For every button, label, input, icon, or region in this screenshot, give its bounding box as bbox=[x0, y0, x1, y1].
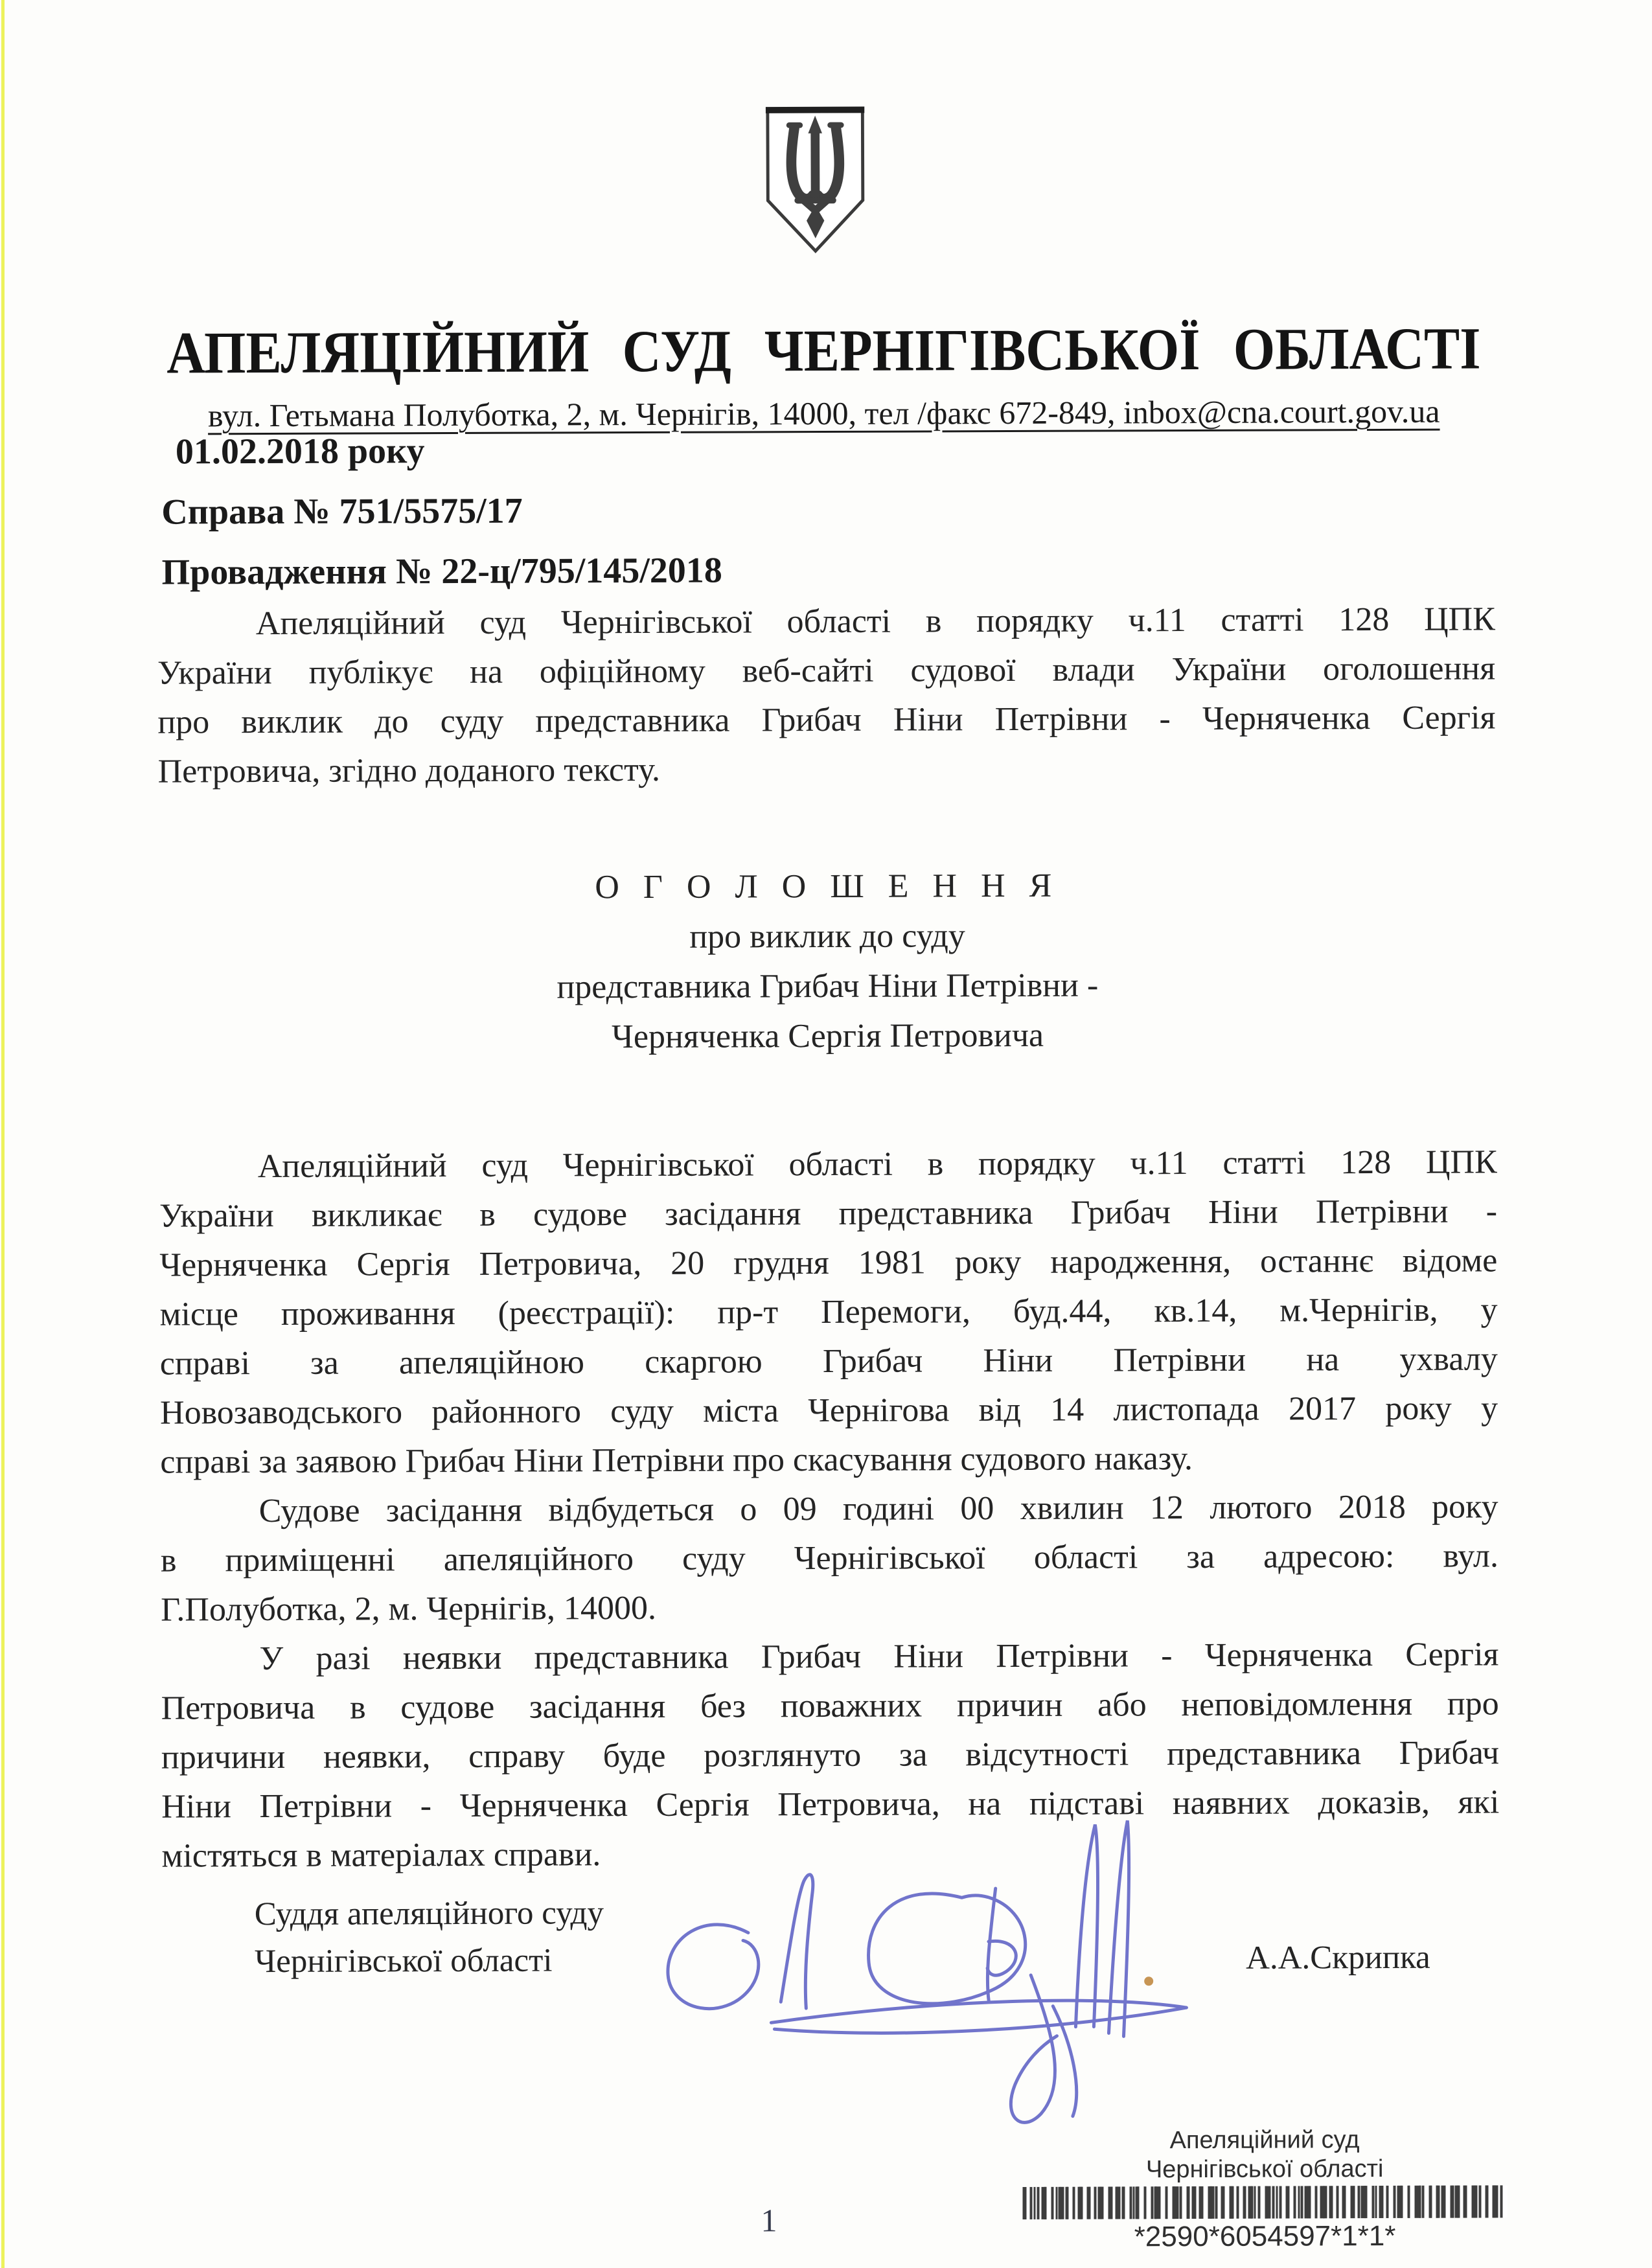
proceeding-number: Провадження № 22-ц/795/145/2018 bbox=[161, 550, 722, 593]
text-line: Петровича в судове засідання без поважних причин або неповідомлення про bbox=[161, 1685, 1499, 1727]
judge-title-line-2: Чернігівської області bbox=[254, 1942, 553, 1980]
text-line: справі за заявою Грибач Ніни Петрівни про скасування судового наказу. bbox=[160, 1440, 1193, 1481]
ukraine-trident-emblem bbox=[761, 104, 869, 260]
announcement-subtitle-2: представника Грибач Ніни Петрівни - bbox=[556, 967, 1099, 1006]
barcode bbox=[1022, 2185, 1507, 2219]
text-line: Апеляційний суд Чернігівської області в порядку ч.11 статті 128 ЦПК bbox=[257, 1143, 1497, 1186]
body-paragraph-1 bbox=[159, 1138, 1498, 1487]
text-line: Ніни Петрівни - Черняченка Сергія Петровича, на підставі наявних доказів, які bbox=[161, 1783, 1500, 1826]
text-line: місце проживання (реєстрації): пр-т Перемоги, буд.44, кв.14, м.Чернігів, у bbox=[159, 1291, 1498, 1333]
case-number: Справа № 751/5575/17 bbox=[161, 490, 523, 533]
announcement-subtitle-3: Черняченка Сергія Петровича bbox=[612, 1016, 1044, 1056]
text-line: містяться в матеріалах справи. bbox=[161, 1836, 601, 1875]
barcode-label-line-2: Чернігівської області bbox=[1145, 2155, 1384, 2184]
text-line: Новозаводського районного суду міста Чернігова від 14 листопада 2017 року у bbox=[160, 1390, 1498, 1432]
judge-title-label bbox=[255, 1890, 604, 1986]
case-meta-block bbox=[161, 420, 722, 603]
text-line: справі за апеляційною скаргою Грибач Ніни Петрівни на ухвалу bbox=[159, 1340, 1498, 1382]
announcement-body bbox=[159, 1138, 1500, 1881]
body-paragraph-2 bbox=[161, 1482, 1499, 1634]
page-number: 1 bbox=[761, 2202, 777, 2239]
document-date: 01.02.2018 року bbox=[175, 431, 425, 472]
announcement-heading bbox=[158, 859, 1497, 1063]
handwritten-signature bbox=[650, 1811, 1209, 2144]
court-name-title: АПЕЛЯЦІЙНИЙ СУД ЧЕРНІГІВСЬКОЇ ОБЛАСТІ bbox=[166, 315, 1481, 386]
text-line: Петровича, згідно доданого тексту. bbox=[157, 751, 661, 790]
text-line: Черняченка Сергія Петровича, 20 грудня 1981 року народження, останнє відоме bbox=[159, 1242, 1498, 1284]
barcode-block bbox=[1022, 2125, 1508, 2254]
judge-name: А.А.Скрипка bbox=[1245, 1939, 1430, 1976]
text-line: Апеляційний суд Чернігівської області в порядку ч.11 статті 128 ЦПК bbox=[255, 601, 1495, 643]
text-line: в приміщенні апеляційного суду Чернігівської області за адресою: вул. bbox=[160, 1537, 1498, 1579]
barcode-label-line-1: Апеляційний суд bbox=[1169, 2126, 1360, 2155]
intro-paragraph bbox=[157, 595, 1496, 796]
text-line: Судове засідання відбудеться о 09 годині 00 хвилин 12 лютого 2018 року bbox=[258, 1488, 1498, 1530]
text-line: Г.Полуботка, 2, м. Чернігів, 14000. bbox=[161, 1589, 657, 1629]
text-line: України викликає в судове засідання представника Грибач Ніни Петрівни - bbox=[159, 1193, 1498, 1235]
judge-title-line-1: Суддя апеляційного суду bbox=[254, 1895, 604, 1933]
barcode-number: *2590*6054597*1*1* bbox=[1134, 2219, 1396, 2253]
text-line: У разі неявки представника Грибач Ніни Петрівни - Черняченка Сергія bbox=[259, 1636, 1499, 1678]
court-address-line: вул. Гетьмана Полуботка, 2, м. Чернігів, 14000, тел /факс 672-849, inbox@cna.court.gov.ua bbox=[207, 393, 1440, 434]
text-line: України публікує на офіційному веб-сайті судової влади України оголошення bbox=[157, 650, 1496, 692]
text-line: причини неявки, справу буде розглянуто за відсутності представника Грибач bbox=[161, 1734, 1500, 1776]
announcement-title: О Г О Л О Ш Е Н Н Я bbox=[595, 867, 1060, 906]
text-line: про виклик до суду представника Грибач Ніни Петрівни - Черняченка Сергія bbox=[157, 699, 1496, 741]
announcement-subtitle-1: про виклик до суду bbox=[689, 917, 965, 956]
